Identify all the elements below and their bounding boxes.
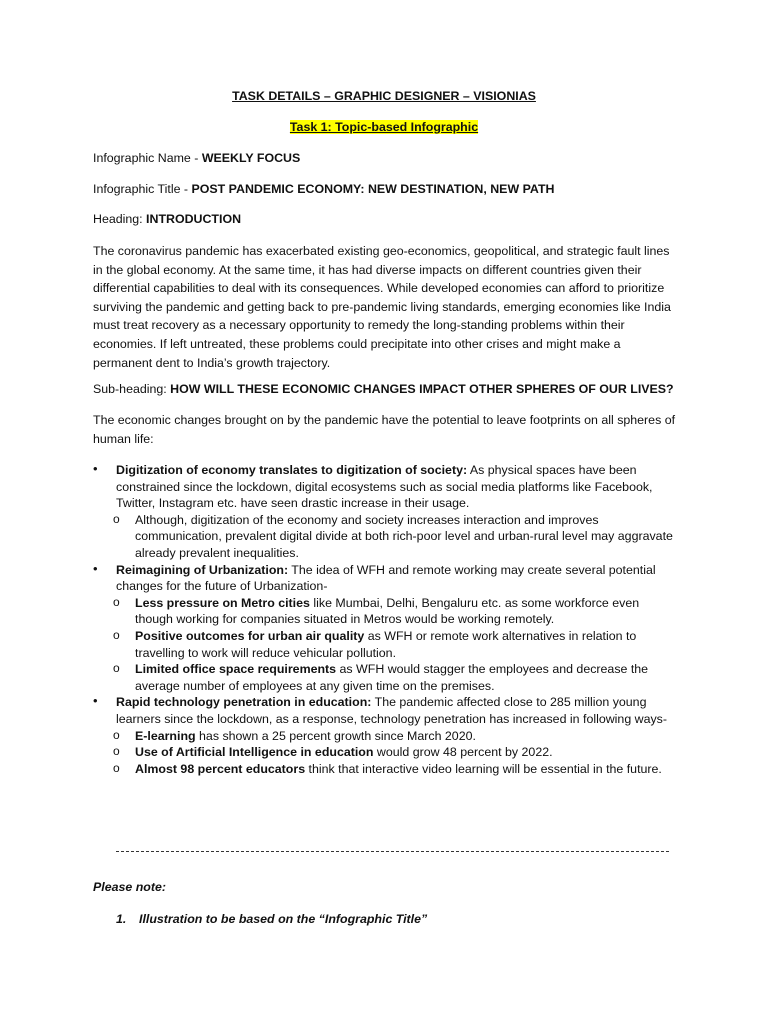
bullet-item bbox=[93, 462, 678, 512]
infographic-name-label: Infographic Name - bbox=[93, 151, 202, 165]
sub-bullet-item bbox=[93, 761, 678, 778]
sub-bullet-text: as WFH would stagger the employees and decrease the average number of employees at any given time on the premises. bbox=[135, 662, 649, 693]
bullet-item bbox=[93, 562, 678, 595]
sub-bullet-item bbox=[93, 744, 678, 761]
please-note-heading: Please note: bbox=[93, 880, 166, 894]
bullet-marker: • bbox=[93, 560, 98, 576]
sub-bullet-marker: o bbox=[113, 627, 120, 642]
task-title: Task 1: Topic-based Infographic bbox=[289, 120, 479, 134]
sub-bullet-text: like Mumbai, Delhi, Bengaluru etc. as some workforce even though working for companies situated in Metros would be working remotely. bbox=[135, 595, 640, 627]
sub-bullet-item bbox=[93, 628, 678, 661]
sub-bullet-bold-text: Positive outcomes for urban air quality bbox=[135, 628, 365, 643]
document-title: TASK DETAILS – GRAPHIC DESIGNER – VISIONIAS bbox=[232, 89, 536, 103]
sub-bullet-marker: o bbox=[113, 594, 120, 609]
sub-bullet-text: think that interactive video learning will be essential in the future. bbox=[305, 761, 662, 776]
bullet-bold-text: Rapid technology penetration in education: bbox=[116, 695, 372, 710]
bullet-bold-text: Digitization of economy translates to digitization of society: bbox=[116, 463, 468, 477]
infographic-title-value: POST PANDEMIC ECONOMY: NEW DESTINATION, NEW PATH bbox=[191, 182, 555, 196]
heading-label: Heading: bbox=[93, 212, 147, 226]
bullet-item bbox=[93, 694, 678, 727]
subheading-value: HOW WILL THESE ECONOMIC CHANGES IMPACT OTHER SPHERES OF OUR LIVES? bbox=[170, 382, 674, 396]
sub-bullet-item bbox=[93, 512, 678, 562]
sub-bullet-marker: o bbox=[113, 661, 120, 676]
intro-paragraph: The coronavirus pandemic has exacerbated existing geo-economics, geopolitical, and strategic fault lines in the global economy. At the same time, it has had diverse impacts on different countries given their differential capabilities to deal with its consequences. While developed economies can afford to prioritize surviving the pandemic and getting back to pre-pandemic living standards, emerging economies like India must treat recovery as a necessary opportunity to remedy the long-standing problems within their economies. If left untreated, these problems could precipitate into other crises and might make a permanent dent to India’s growth trajectory. bbox=[93, 244, 671, 370]
divider-line bbox=[116, 851, 669, 852]
sub-bullet-marker: o bbox=[113, 760, 120, 775]
sub-bullet-marker: o bbox=[113, 744, 120, 759]
bullet-text: As physical spaces have been constrained since the lockdown, digital ecosystems such as social media platforms like Facebook, Twitter, Instagram etc. have seen drastic increase in their usage. bbox=[116, 463, 653, 511]
note-text: Illustration to be based on the “Infographic Title” bbox=[139, 912, 428, 926]
bullet-marker: • bbox=[93, 461, 98, 476]
note-number: 1. bbox=[116, 912, 127, 926]
bullet-text: The pandemic affected close to 285 million young learners since the lockdown, as a response, technology penetration has increased in following ways- bbox=[116, 695, 668, 726]
sub-bullet-bold-text: E-learning bbox=[135, 728, 196, 743]
sub-bullet-bold-text: Use of Artificial Intelligence in education bbox=[135, 745, 374, 760]
heading-value: INTRODUCTION bbox=[146, 212, 242, 226]
subheading-row bbox=[93, 382, 674, 396]
sub-bullet-item bbox=[93, 661, 678, 694]
heading-row bbox=[93, 212, 241, 226]
sub-bullet-text: has shown a 25 percent growth since March 2020. bbox=[195, 728, 476, 743]
sub-bullet-bold-text: Less pressure on Metro cities bbox=[135, 595, 310, 610]
subheading-label: Sub-heading: bbox=[93, 382, 171, 396]
sub-bullet-marker: o bbox=[113, 511, 120, 526]
sub-bullet-item bbox=[93, 595, 678, 628]
sub-paragraph: The economic changes brought on by the pandemic have the potential to leave footprints on all spheres of human life: bbox=[93, 413, 676, 446]
infographic-title-row bbox=[93, 182, 554, 196]
sub-bullet-item bbox=[93, 728, 678, 745]
bullet-bold-text: Reimagining of Urbanization: bbox=[116, 562, 289, 577]
bullet-list bbox=[93, 462, 678, 777]
infographic-title-label: Infographic Title - bbox=[93, 182, 192, 196]
sub-bullet-text: as WFH or remote work alternatives in relation to travelling to work will reduce vehicular pollution. bbox=[135, 628, 637, 660]
sub-bullet-marker: o bbox=[113, 727, 120, 742]
sub-bullet-text: would grow 48 percent by 2022. bbox=[373, 745, 553, 760]
sub-bullet-text: Although, digitization of the economy and society increases interaction and improves communication, prevalent digital divide at both rich-poor level and urban-rural level may aggravate already prevalent inequalities. bbox=[135, 512, 673, 560]
sub-bullet-bold-text: Almost 98 percent educators bbox=[135, 761, 306, 776]
bullet-marker: • bbox=[93, 693, 98, 709]
note-item bbox=[116, 912, 427, 926]
infographic-name-value: WEEKLY FOCUS bbox=[201, 151, 301, 165]
bullet-text: The idea of WFH and remote working may create several potential changes for the future of Urbanization- bbox=[116, 562, 656, 594]
task-title-row bbox=[0, 120, 768, 134]
sub-bullet-bold-text: Limited office space requirements bbox=[135, 662, 337, 677]
infographic-name-row bbox=[93, 151, 300, 165]
